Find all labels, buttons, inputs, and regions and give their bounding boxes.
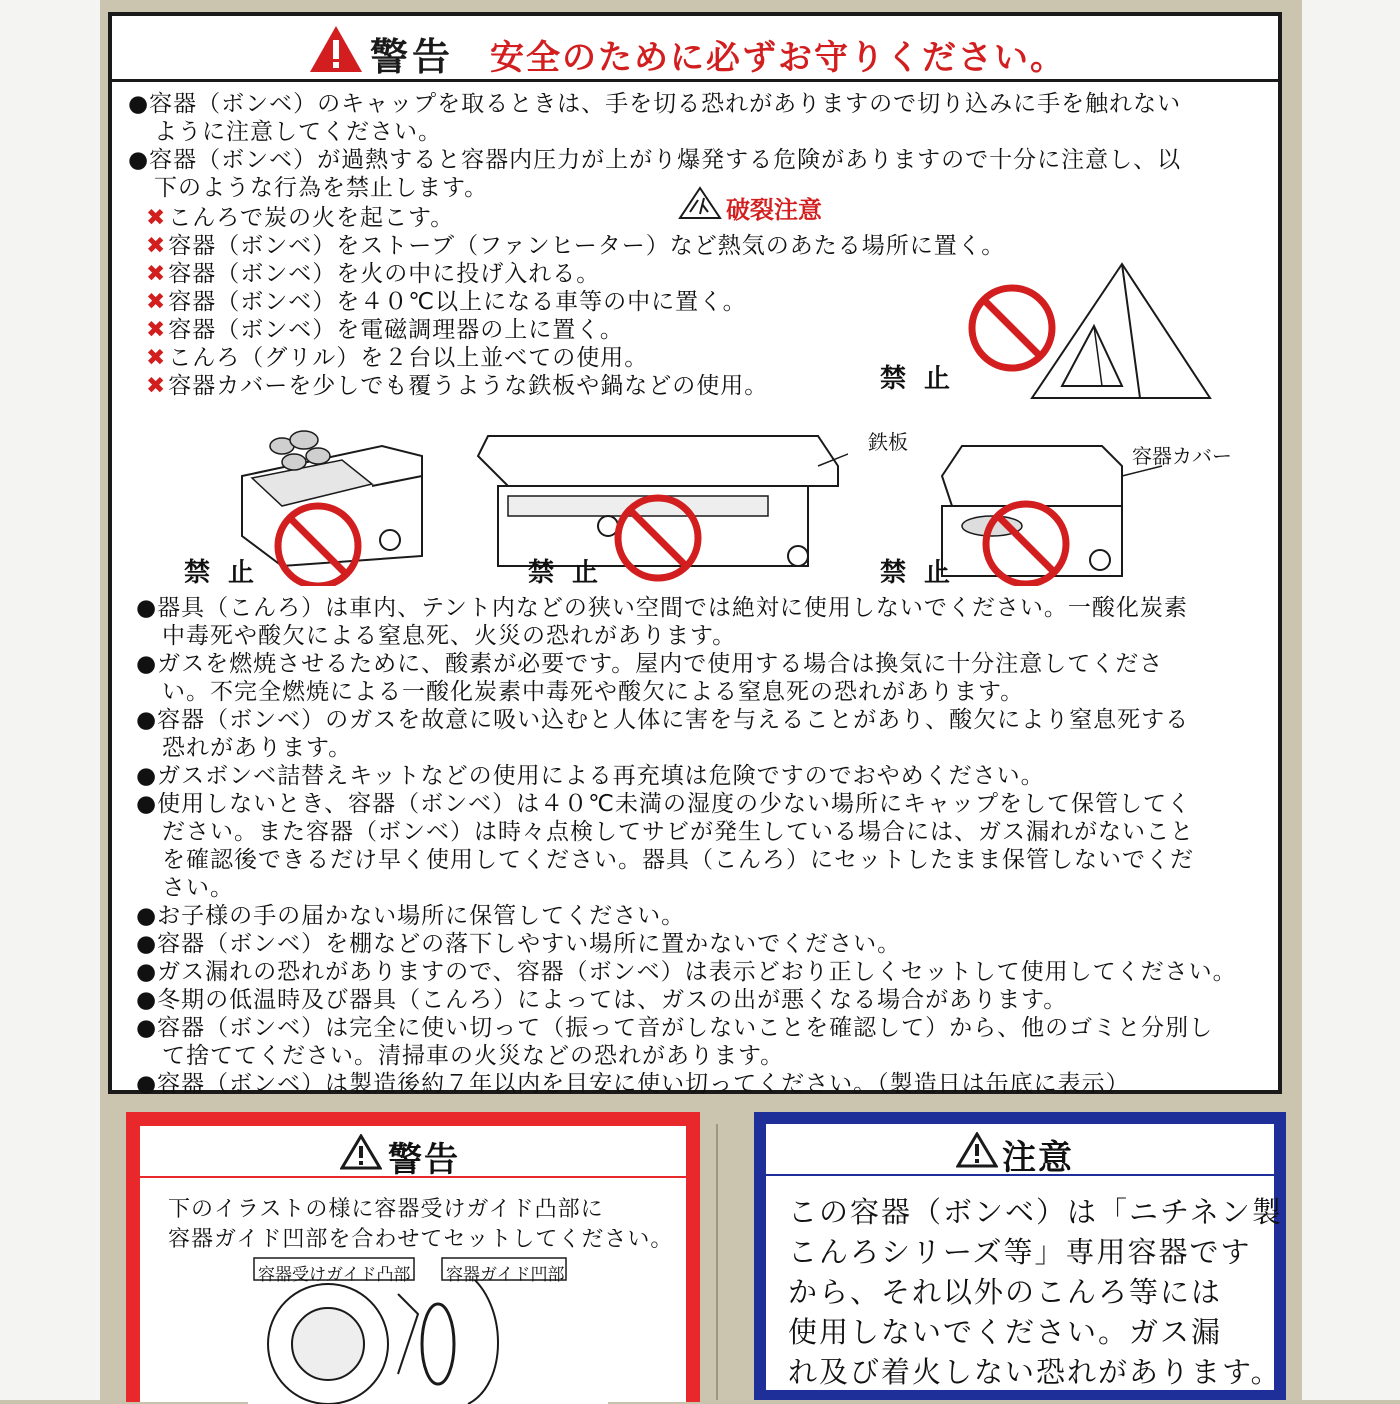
- bullet-text: ●容器（ボンベ）のキャップを取るときは、手を切る恐れがありますので切り込みに手を触れない: [128, 91, 1182, 117]
- prohibited-label: 禁止: [880, 558, 969, 588]
- caution-box-text: こんろシリーズ等」専用容器です: [788, 1235, 1252, 1269]
- bullet-text: ●使用しないとき、容器（ボンベ）は４０℃未満の湿度の少ない場所にキャップをして保管してく: [136, 791, 1191, 817]
- prohibited-label: 禁止: [528, 558, 617, 588]
- bullet-text: て捨ててください。清掃車の火災などの恐れがあります。: [162, 1043, 785, 1069]
- tent-prohibited-illustration: [962, 256, 1222, 406]
- bullet-text: を確認後できるだけ早く使用してください。器具（こんろ）にセットしたまま保管しないでくだ: [162, 847, 1194, 873]
- caution-box-title: 注意: [1002, 1138, 1074, 1178]
- prohibited-item: ✖容器（ボンベ）を火の中に投げ入れる。: [146, 261, 601, 287]
- background-right: [1302, 0, 1400, 1400]
- caution-box-header: [766, 1124, 1274, 1176]
- bullet-text: ように注意してください。: [154, 119, 442, 145]
- warning-box-title: 警告: [388, 1140, 460, 1180]
- prohibited-item: ✖こんろ（グリル）を２台以上並べての使用。: [146, 345, 649, 371]
- callout-container-cover: 容器カバー: [1132, 444, 1232, 468]
- prohibited-item: ✖容器（ボンベ）をストーブ（ファンヒーター）など熱気のあたる場所に置く。: [146, 233, 1006, 259]
- main-header: [112, 16, 1278, 82]
- prohibited-item: ✖容器（ボンベ）を４０℃以上になる車等の中に置く。: [146, 289, 747, 315]
- bullet-text: ●ガスボンベ詰替えキットなどの使用による再充填は危険ですのでおやめください。: [136, 763, 1045, 789]
- main-subtitle: 安全のために必ずお守りください。: [490, 38, 1066, 78]
- bullet-text: ●お子様の手の届かない場所に保管してください。: [136, 903, 686, 929]
- prohibited-label: 禁止: [880, 364, 969, 394]
- caution-box-text: れ及び着火しない恐れがあります。: [788, 1355, 1282, 1389]
- rupture-triangle-icon: [678, 186, 722, 220]
- prohibited-item: ✖容器カバーを少しでも覆うような鉄板や鍋などの使用。: [146, 373, 769, 399]
- warning-triangle-icon: [340, 1134, 382, 1170]
- panel-divider: [716, 1124, 718, 1400]
- warning-box-text: 容器ガイド凹部を合わせてセットしてください。: [168, 1227, 674, 1252]
- caution-triangle-icon: [956, 1132, 998, 1168]
- caution-box-inner: [766, 1124, 1283, 1390]
- bullet-text: ●器具（こんろ）は車内、テント内などの狭い空間では絶対に使用しないでください。一酸化炭素: [136, 595, 1188, 621]
- bullet-text: ●容器（ボンベ）のガスを故意に吸い込むと人体に害を与えることがあり、酸欠により窒息死する: [136, 707, 1190, 733]
- x-mark-icon: ✖: [146, 233, 167, 259]
- guide-label-protrusion: 容器受けガイド凸部: [258, 1265, 411, 1285]
- main-title: 警告: [370, 35, 455, 79]
- bullet-text: 恐れがあります。: [162, 735, 353, 761]
- x-mark-icon: ✖: [146, 289, 167, 315]
- warning-box: [126, 1112, 700, 1402]
- guide-label-recess: 容器ガイド凹部: [446, 1265, 565, 1285]
- prohibited-label: 禁止: [184, 558, 273, 588]
- bullet-text: ●冬期の低温時及び器具（こんろ）によっては、ガスの出が悪くなる場合があります。: [136, 987, 1068, 1013]
- caution-box-text: この容器（ボンベ）は「ニチネン製: [788, 1195, 1283, 1229]
- prohibited-item: ✖容器（ボンベ）を電磁調理器の上に置く。: [146, 317, 624, 343]
- bullet-text: ●容器（ボンベ）が過熱すると容器内圧力が上がり爆発する危険がありますので十分に注意し、以: [128, 147, 1182, 173]
- bullet-text: ●容器（ボンベ）は製造後約７年以内を目安に使い切ってください。（製造日は缶底に表示）: [136, 1071, 1130, 1097]
- warning-box-inner: [140, 1126, 686, 1402]
- bullet-text: さい。: [162, 875, 234, 901]
- bullet-text: ●容器（ボンベ）を棚などの落下しやすい場所に置かないでください。: [136, 931, 902, 957]
- bullet-text: ださい。また容器（ボンベ）は時々点検してサビが発生している場合には、ガス漏れがないこと: [162, 819, 1194, 845]
- warning-triangle-icon: [308, 24, 364, 74]
- x-mark-icon: ✖: [146, 317, 167, 343]
- bullet-text: ●容器（ボンベ）は完全に使い切って（振って音がしないことを確認して）から、他のゴミと分別し: [136, 1015, 1214, 1041]
- warning-box-text: 下のイラストの様に容器受けガイド凸部に: [168, 1197, 604, 1222]
- callout-iron-plate: 鉄板: [868, 430, 908, 454]
- caution-box-text: 使用しないでください。ガス漏: [788, 1315, 1223, 1349]
- iron-plate-stove-prohibited-illustration: [468, 416, 848, 586]
- caution-box: [754, 1112, 1286, 1400]
- caution-box-text: から、それ以外のこんろ等には: [788, 1275, 1223, 1309]
- bullet-text: い。不完全燃焼による一酸化炭素中毒死や酸欠による窒息死の恐れがあります。: [162, 679, 1025, 705]
- main-warning-panel: [108, 12, 1282, 1097]
- warning-box-header: [140, 1126, 686, 1178]
- bullet-text: ●ガスを燃焼させるために、酸素が必要です。屋内で使用する場合は換気に十分注意してくださ: [136, 651, 1164, 677]
- bullet-text: ●ガス漏れの恐れがありますので、容器（ボンベ）は表示どおり正しくセットして使用してください。: [136, 959, 1237, 985]
- x-mark-icon: ✖: [146, 261, 167, 287]
- x-mark-icon: ✖: [146, 345, 167, 371]
- x-mark-icon: ✖: [146, 205, 167, 231]
- x-mark-icon: ✖: [146, 373, 167, 399]
- bullet-text: 中毒死や酸欠による窒息死、火災の恐れがあります。: [162, 623, 737, 649]
- bullet-text: 下のような行為を禁止します。: [154, 175, 489, 201]
- background-left: [0, 0, 100, 1400]
- prohibited-item: ✖こんろで炭の火を起こす。: [146, 205, 455, 231]
- rupture-label: 破裂注意: [726, 196, 822, 224]
